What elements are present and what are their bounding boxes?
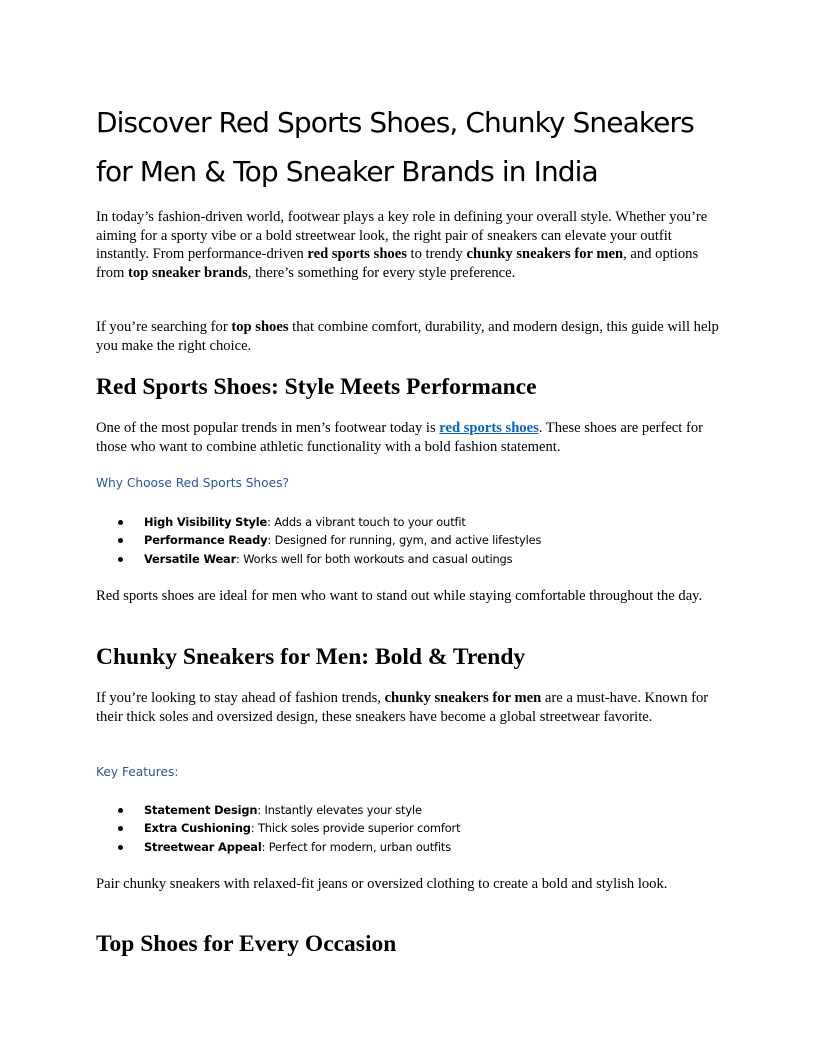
bullet-dot-icon: [118, 557, 123, 562]
subheading-key-features: Key Features:: [96, 765, 179, 779]
intro-text-1: In today’s fashion-driven world, footwear plays a key role in defining your overall style. Whether you’re aiming for a sporty vibe or a bold streetwear look, the right pair of sneakers can elevate your outfit instantly. From performance-driven: [96, 209, 708, 263]
bullet-text: : Works well for both workouts and casual outings: [236, 551, 513, 566]
bullet-text: : Thick soles provide superior comfort: [250, 821, 461, 836]
chunky-p1-text-2: are a must-have. Known for their thick soles and oversized design, these sneakers have become a global streetwear favorite.: [96, 690, 709, 725]
list-item: [96, 550, 541, 568]
intro-text-4: , there’s something for every style preference.: [247, 264, 516, 281]
intro2-paragraph: [96, 318, 724, 355]
bullet-dot-icon: [118, 845, 123, 850]
bullet-text: : Instantly elevates your style: [257, 803, 422, 817]
bullet-label: Streetwear Appeal: [144, 839, 262, 854]
page-title: Discover Red Sports Shoes, Chunky Sneakers for Men & Top Sneaker Brands in India: [96, 106, 694, 188]
bullet-dot-icon: [118, 520, 123, 525]
chunky-bullet-list: [96, 801, 460, 856]
intro-bold-red-sports-shoes: red sports shoes: [307, 246, 407, 263]
heading-red-sports-shoes: Red Sports Shoes: Style Meets Performance: [96, 374, 537, 400]
intro-text-2: to trendy: [406, 246, 467, 263]
subheading-why-choose: Why Choose Red Sports Shoes?: [96, 476, 289, 490]
bullet-text: : Perfect for modern, urban outfits: [261, 839, 452, 854]
bullet-label: High Visibility Style: [144, 515, 268, 529]
bullet-label: Statement Design: [144, 803, 258, 817]
intro-bold-chunky-sneakers: chunky sneakers for men: [466, 246, 624, 263]
list-item: [96, 838, 460, 856]
list-item: [96, 819, 460, 837]
intro-bold-top-sneaker-brands: top sneaker brands: [128, 264, 248, 281]
intro2-text-1: If you’re searching for: [96, 319, 232, 335]
intro2-bold-top-shoes: top shoes: [231, 319, 289, 335]
red-bullet-list: [96, 513, 541, 568]
bullet-dot-icon: [118, 538, 123, 543]
list-item: [96, 801, 460, 819]
red-p1-text-1: One of the most popular trends in men’s footwear today is: [96, 420, 440, 436]
chunky-paragraph-1: [96, 689, 724, 726]
bullet-label: Performance Ready: [144, 533, 268, 548]
bullet-dot-icon: [118, 808, 123, 813]
bullet-label: Versatile Wear: [144, 551, 237, 566]
list-item: [96, 513, 541, 531]
bullet-dot-icon: [118, 826, 123, 831]
red-paragraph-2: Red sports shoes are ideal for men who want to stand out while staying comfortable throughout the day.: [96, 588, 703, 604]
red-sports-shoes-link[interactable]: red sports shoes: [439, 420, 539, 436]
red-p1-text-2: . These shoes are perfect for those who want to combine athletic functionality with a bold fashion statement.: [96, 420, 704, 455]
red-paragraph-1: [96, 419, 724, 456]
chunky-paragraph-2: Pair chunky sneakers with relaxed-fit jeans or oversized clothing to create a bold and stylish look.: [96, 876, 668, 892]
bullet-label: Extra Cushioning: [144, 821, 251, 836]
intro-paragraph: [96, 208, 724, 282]
list-item: [96, 531, 541, 549]
intro2-text-2: that combine comfort, durability, and modern design, this guide will help you make the right choice.: [96, 319, 719, 354]
intro-text-3: , and options from: [96, 246, 699, 281]
heading-chunky-sneakers: Chunky Sneakers for Men: Bold & Trendy: [96, 644, 526, 670]
bullet-text: : Designed for running, gym, and active lifestyles: [267, 533, 542, 548]
bullet-text: : Adds a vibrant touch to your outfit: [267, 515, 466, 529]
chunky-p1-text-1: If you’re looking to stay ahead of fashion trends,: [96, 690, 385, 706]
chunky-bold-chunky-sneakers: chunky sneakers for men: [384, 690, 542, 706]
heading-top-shoes: Top Shoes for Every Occasion: [96, 931, 397, 957]
